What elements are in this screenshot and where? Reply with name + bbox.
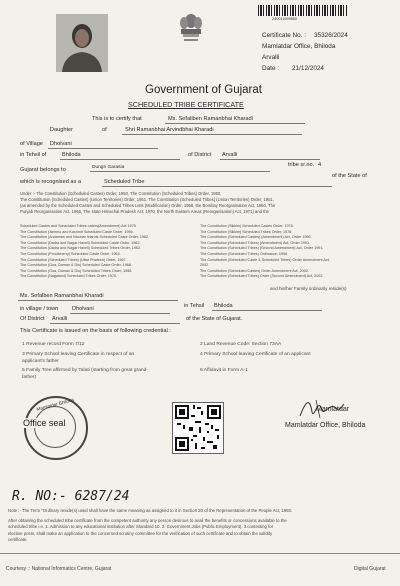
credentials-right: [200, 342, 311, 374]
credential-item: 2 Land Revenue Code: Section 73AA: [200, 342, 282, 347]
certificate-no: 35326/2024: [314, 32, 348, 39]
district: Arvalli: [222, 152, 238, 158]
qr-code-icon: [173, 403, 223, 453]
order-item: The Constitution (Dadra and Nagar Haveli) Scheduled Caste Order, 1962.: [20, 240, 141, 245]
credential-item: applicant's father: [22, 358, 59, 364]
tribe-name: Dungri Garasia: [92, 165, 125, 170]
order-item: The Constitution (Pondicherry) Scheduled Caste Order, 1964.: [20, 251, 121, 256]
tribe-no-label: tribe sr.no.: [288, 162, 315, 168]
credential-item: 4 Primary School leaving Certificate of an applicant: [200, 351, 311, 357]
credential-item: 6 Affidavit in Form A-1: [200, 367, 248, 373]
signatory-title: Mamlatdar: [316, 406, 350, 413]
note-line: After obtaining the scheduled tribe certificate from the competent authority any person desirous to avail the benefits or concessions available to the: [8, 517, 287, 523]
applicant-photo: [56, 14, 108, 72]
orders-right: [200, 224, 330, 280]
under-order-line: Punjab Reorganisation Act, 1966, The state Himachal Pradesh Act, 1970, the North Eastern Areas (Reorganisation) Act, 1971) and the: [20, 209, 269, 214]
family-note: and his/her Family ordinarily reside(s): [270, 286, 347, 291]
under-order-line: Under :- The Constitution (Scheduled Castes) Order, 1950, The Constitution (Scheduled Tribes) Order, 1950,: [20, 191, 222, 196]
date-label: Date :: [262, 65, 280, 72]
order-item: The Constitution (Dadra and Nagar Haveli) Scheduled Tribes Order, 1962.: [20, 246, 141, 251]
barcode: [258, 5, 348, 16]
certify-intro: This is to certify that: [92, 116, 142, 122]
certificate-date: 21/12/2024: [292, 65, 324, 72]
order-item: Scheduled Castes and Scheduled Tribes orders(Amendment) Act 1976: [20, 224, 136, 228]
orders-left: [20, 224, 149, 280]
order-item: The Constitution (Scheduled Tribes) (Amendment) Act, Order 1991.: [200, 240, 311, 245]
residence-tehsil: Bhiloda: [214, 303, 233, 309]
state-belongs-label: Gujarat belongs to: [20, 167, 66, 173]
residence-tehsil-label: in Tehsil: [184, 303, 205, 309]
person-silhouette-icon: [56, 14, 108, 72]
under-order-line: The Constitution (Scheduled Castes) (Union Territories) Order, 1951, The Constitution (Scheduled Tribes) (Union Territories) Order, 1951,: [20, 197, 274, 202]
certificate-no-label: Certificate No. :: [262, 32, 307, 39]
barcode-number: 240011599650: [272, 17, 298, 21]
credential-item: father): [22, 375, 37, 381]
recognised-label: which is recognised as a: [20, 179, 81, 185]
note-line: certificate.: [8, 537, 28, 542]
note-line: scheduled tribe i.e. 1. Admission to any educational institution after Standard 10. 2. Government Jobs (Public Employment). 3.contesting for: [8, 524, 274, 529]
handwritten-reference: R. NO:- 6287/24: [12, 489, 130, 504]
note-line: elective posts, shall make an application to the concerned scrutiny committee for the verification of such certificate and to obtain the validity: [8, 530, 273, 536]
tribe-no: 4: [318, 162, 322, 168]
tehsil-label: in Tehsil of: [20, 152, 47, 158]
residence-district-label: Of District: [20, 316, 45, 322]
note-line: Note :- The Term "Ordinary reside(s) used shall have the same meaning as assigned to it in Section 20 of the Representation of the People Act, 1950.: [8, 508, 293, 513]
credentials-left: [22, 342, 148, 382]
office-seal-label: Office seal: [23, 418, 66, 428]
office-seal: [24, 396, 88, 460]
footer-courtesy: Courtesy :: National Informatics Centre, Gujarat: [6, 566, 112, 572]
father-name: Shri Ramanbhai Arvindbhai Kharadi: [125, 127, 214, 133]
credential-item: 5 Family Tree affirmed by Talati (starting from great grand-: [22, 368, 148, 374]
recognised-as: Scheduled Tribe: [104, 179, 145, 185]
residence-village: Dholvani: [72, 306, 94, 312]
notes: [8, 508, 292, 544]
village-label: of Village: [20, 141, 43, 147]
relation: Daughter: [50, 127, 74, 133]
order-item: The Constitution (Goa, Daman & Diu) Scheduled Tribes Order, 1968.: [20, 268, 133, 273]
order-item: The Constitution (Scheduled Tribes) (Second Amendment) Act, Order 1991.: [200, 246, 324, 251]
credential-item: 3 Primary School leaving Certificate in respect of an: [22, 351, 135, 357]
footer-brand: Digital Gujarat: [354, 566, 386, 572]
residence-district: Arvalli: [52, 316, 68, 322]
of-label: of: [102, 127, 107, 133]
under-order-line: (as amended by the Scheduled Castes and Scheduled Tribes Lists (Modification) Order, 1956, the Bombay Reorganisation Act, 1960, The: [20, 203, 276, 208]
order-item: The Constitution (Jammu and Kashmir Scheduled Caste Order, 1956.: [20, 229, 134, 234]
signatory-office: Mamlatdar Office, Bhiloda: [285, 422, 366, 429]
issuing-office-place: Arvalli: [262, 54, 280, 61]
residence-state: of the State of Gujarat.: [186, 316, 243, 322]
emblem-icon: [176, 12, 206, 46]
village: Dholvani: [50, 141, 72, 147]
residence-village-label: in village / town: [20, 306, 59, 312]
order-item: The Constitution (Goa, Daman & Diu) Scheduled Caste Order, 1968.: [20, 263, 132, 268]
government-title: Government of Gujarat: [145, 84, 262, 96]
qr-code: [172, 402, 224, 454]
order-item: The Constitution (Andaman and Nicobar Islands Scheduled Caste Order, 1962.: [20, 235, 150, 240]
applicant-name: Ms. Sefaliben Ramanbhai Kharadi: [168, 116, 253, 122]
seal-ring-text: Mamlatdar Bhiloda: [36, 397, 75, 412]
order-item: The Constitution (Sikkim) Scheduled Tribes Order, 1978.: [200, 229, 293, 234]
order-item: The Constitution (Scheduled Tribes) Order (Second Amendment) Act, 2002.: [200, 274, 324, 279]
footer-divider: [0, 553, 400, 554]
credentials-intro: This Certificate is issued on the basis of following credential :: [20, 328, 171, 334]
credential-item: 1 Revenue record Form 7/12: [22, 342, 85, 347]
order-item: The Constitution (Scheduled Castes) (Amendment) Act, Order 1990.: [200, 235, 312, 240]
order-item: 2002.: [200, 263, 210, 268]
order-item: The Constitution (Scheduled Caste & Scheduled Tribes) Order Amendment Act,: [200, 257, 330, 262]
state-of-label: of the State of: [332, 173, 367, 179]
resident-name: Ms. Sefalben Ramanbhai Kharadi: [20, 293, 104, 299]
issuing-office: Mamlatdar Office, Bhiloda: [262, 43, 336, 50]
certificate-title: SCHEDULED TRIBE CERTIFICATE: [128, 100, 244, 109]
order-item: The Constitution (Scheduled Castes) Order Amendment Act, 2002.: [200, 268, 309, 273]
order-item: The Constitution (Scheduled Tribes) (Uttar Pradesh) Order, 1967.: [20, 257, 127, 262]
order-item: The Constitution (Scheduled Tribes) Ordinance, 1996.: [200, 251, 289, 256]
order-item: The Constitution (Sikkim) Scheduled Castes Order, 1978.: [200, 224, 294, 228]
order-item: The Constitution (Nagaland) Scheduled Tribes Order, 1970.: [20, 274, 118, 279]
district-label: of District: [188, 152, 212, 158]
tehsil: Bhiloda: [62, 152, 81, 158]
